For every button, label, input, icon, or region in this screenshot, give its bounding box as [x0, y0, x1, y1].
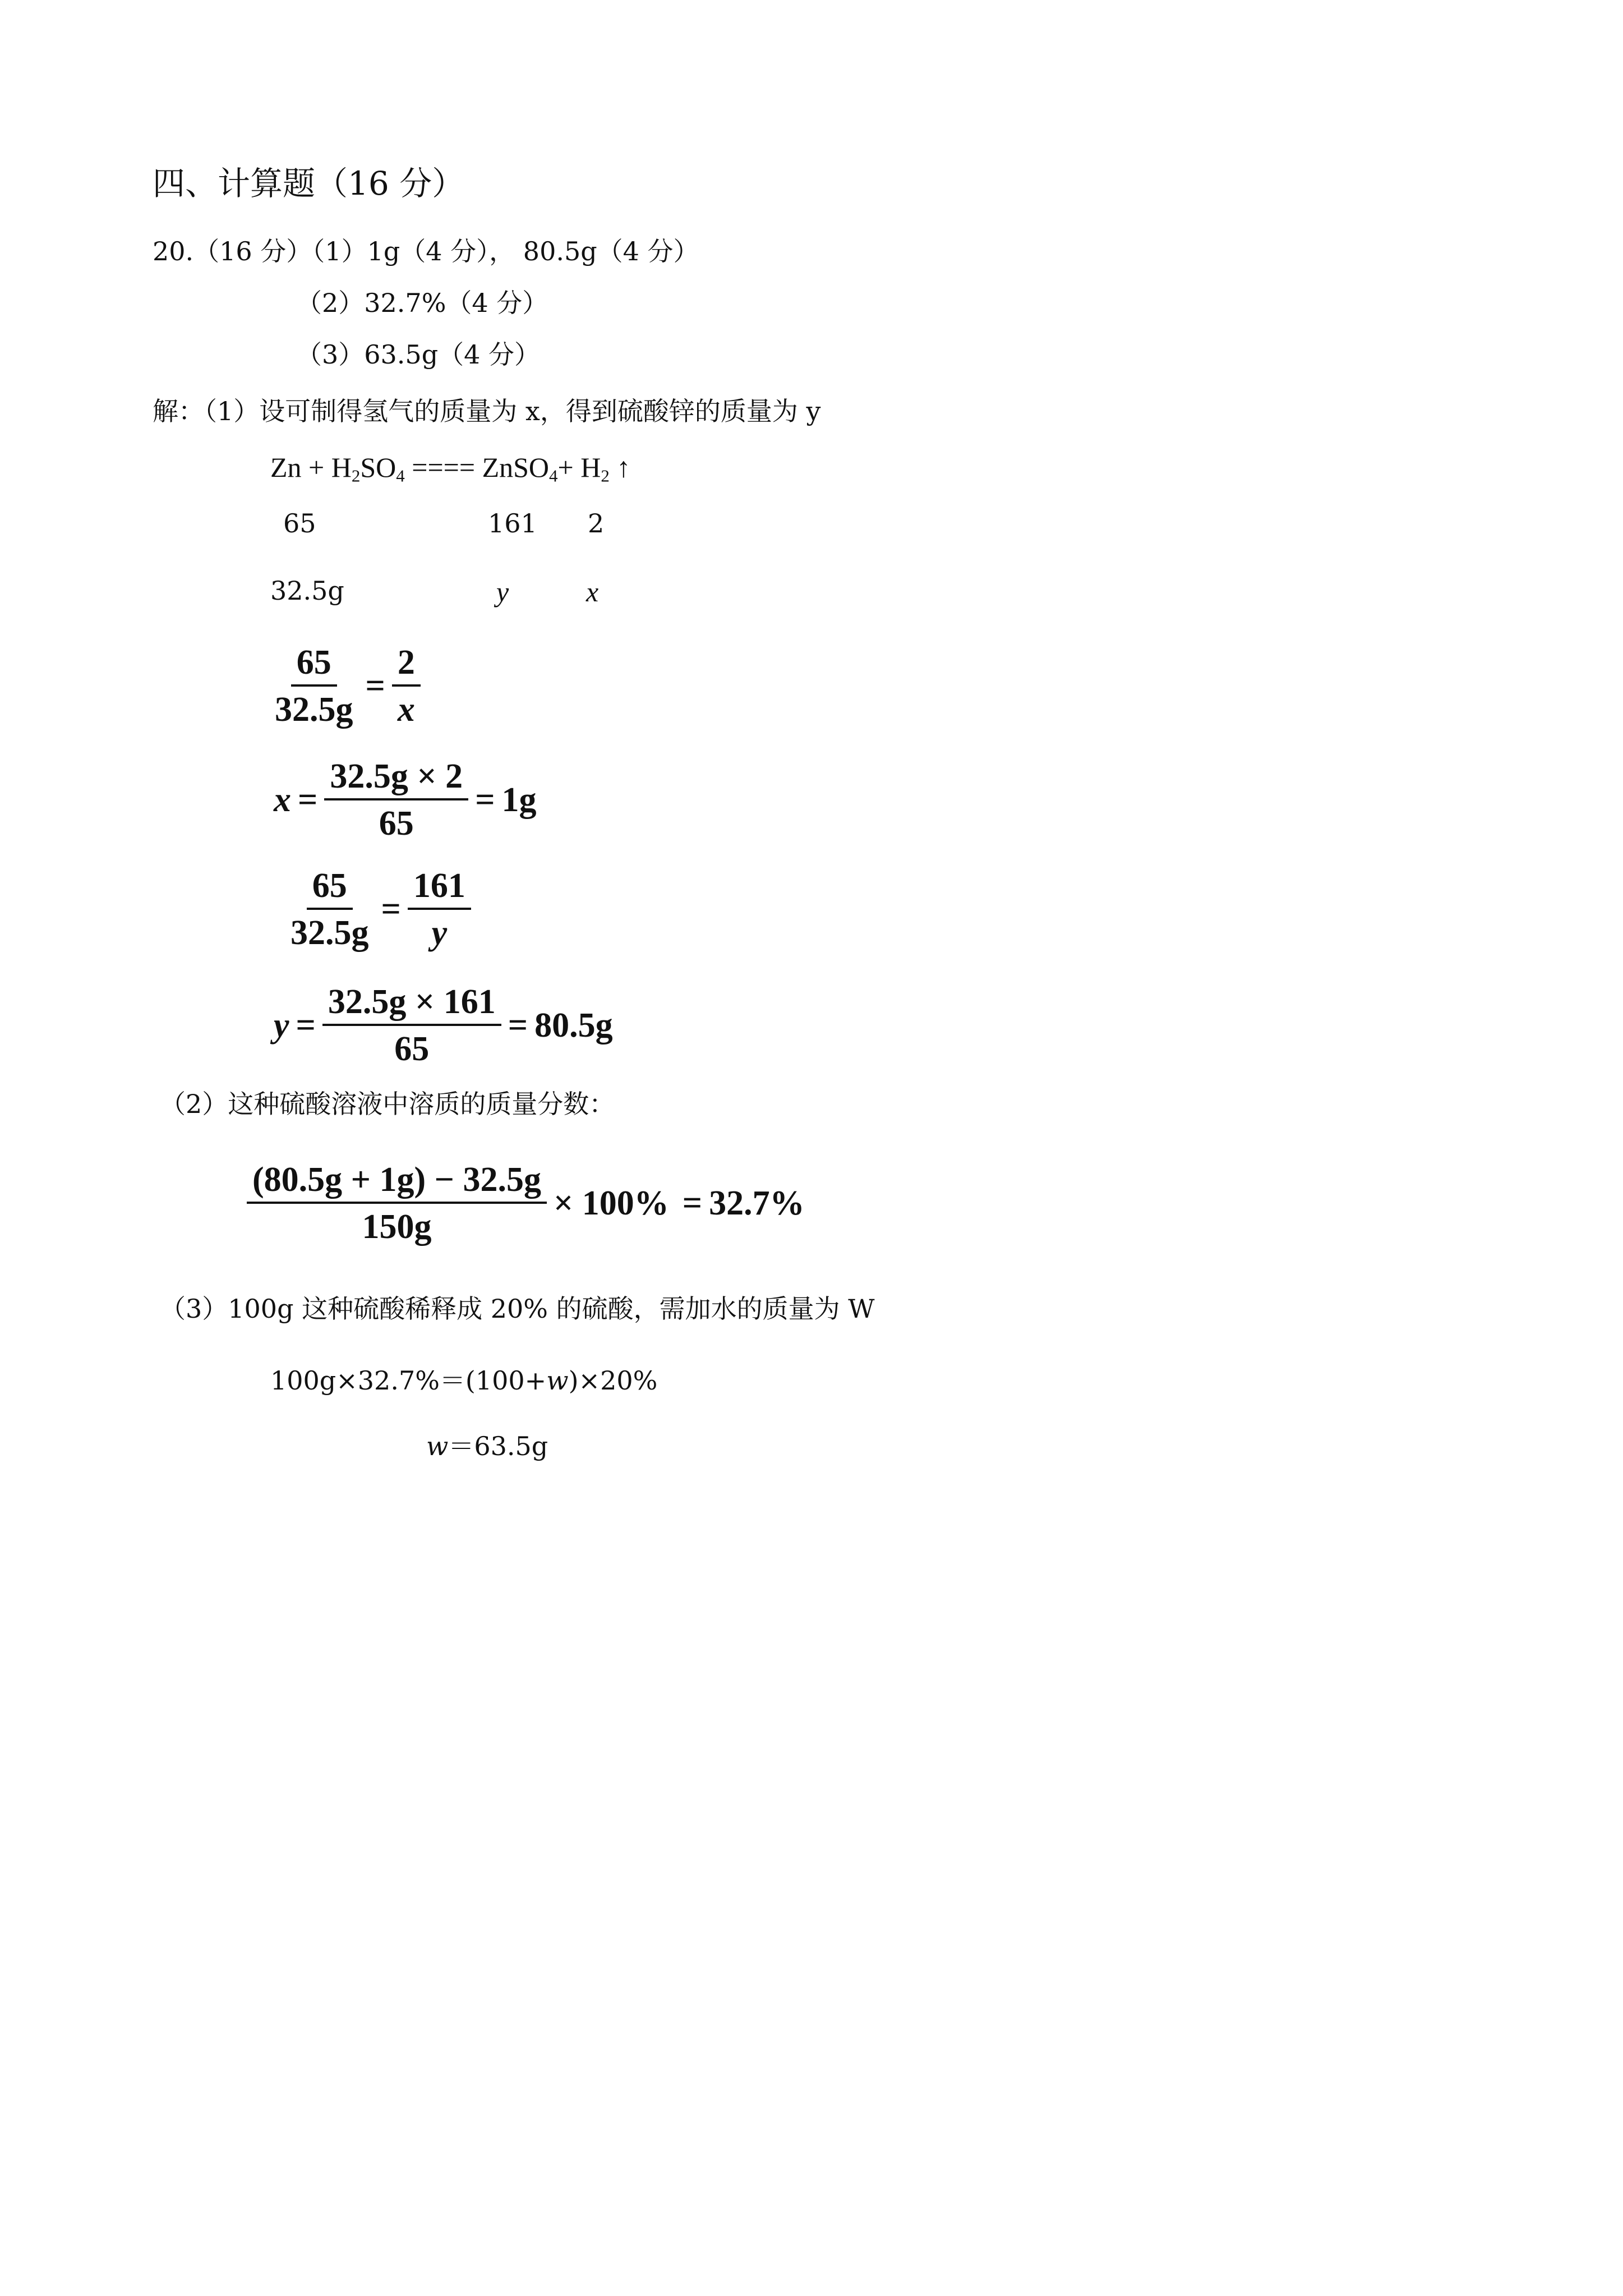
solve-y-equation: y = $\frac{32.5g \times 161}{65}$ = 80.5g [274, 983, 613, 1068]
part3-intro: （3）100g 这种硫酸稀释成 20% 的硫酸，需加水的质量为 W [160, 1294, 875, 1324]
answer-line-2: （2）32.7%（4 分） [296, 288, 548, 318]
proportion-1: $\frac{65}{32.5g}$ = $\frac{2}{x}$ [269, 645, 421, 727]
answer-line-3: （3）63.5g（4 分） [296, 339, 541, 370]
f1-left-denominator: 32.5g [275, 691, 353, 729]
molar-mass-h2: 2 [588, 508, 605, 539]
water-mass-result: w＝63.5g [426, 1431, 548, 1461]
dilution-equation: 100g×32.7%＝(100+w)×20% [270, 1365, 658, 1396]
part2-intro: （2）这种硫酸溶液中溶质的质量分数： [160, 1089, 615, 1119]
solve-x-equation: x = $\frac{32.5g \times 2}{65}$ = 1g [274, 757, 537, 843]
proportion-2: $\frac{65}{32.5g}$ = $\frac{161}{y}$ [285, 868, 471, 950]
section-title: 四、计算题（16 分） [153, 164, 465, 203]
chemical-equation: $Zn + H_2SO_4$ ==== ZnSO$_4$+ $H_2$ ↑ [270, 452, 631, 486]
molar-mass-zn: 65 [283, 508, 316, 539]
given-mass-zn: 32.5g [270, 576, 344, 606]
solution-intro: 解：（1）设可制得氢气的质量为 x，得到硫酸锌的质量为 y [153, 396, 821, 426]
variable-y: y [496, 576, 509, 608]
molar-mass-znso4: 161 [488, 508, 537, 539]
answer-line-1: 20.（16 分）（1）1g（4 分）， 80.5g（4 分） [153, 236, 699, 266]
mass-fraction-equation: $\frac{(80.5g + 1g) - 32.5g}{150g}$ × 100% = 32.7% [247, 1162, 805, 1244]
variable-x: x [586, 576, 599, 608]
